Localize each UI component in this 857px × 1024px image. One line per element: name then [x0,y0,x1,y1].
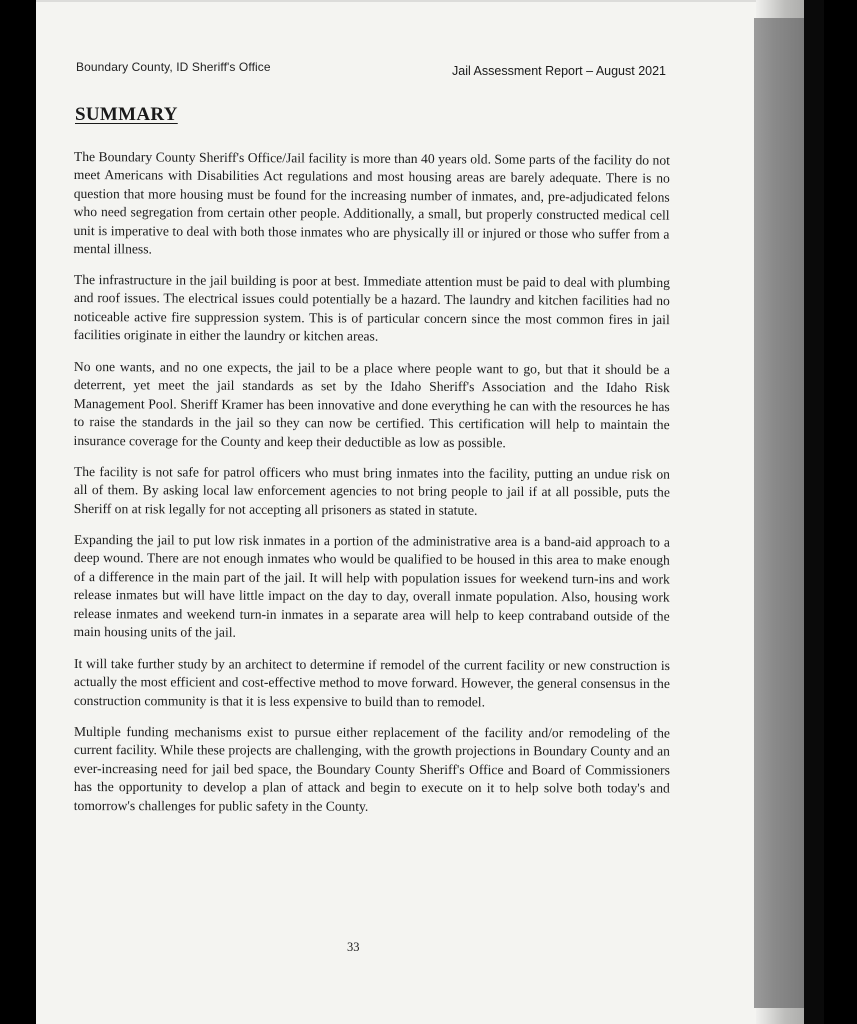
header-organization: Boundary County, ID Sheriff's Office [76,60,271,74]
summary-body [74,148,670,828]
paragraph: It will take further study by an architect to determine if remodel of the current facility or new construction is actually the most efficient and cost-effective method to move forward. However, the general consensus in the construction community is that it is less expensive to build than to remodel. [73,655,670,709]
paragraph: Multiple funding mechanisms exist to pursue either replacement of the facility and/or remodeling of the current facility. While these projects are challenging, with the growth projections in Boundary County and an ever-increasing need for jail bed space, the Boundary County Sheriff's Office and Board of Commissioners has the opportunity to develop a plan of attack and begin to execute on it to help solve both today's and tomorrow's challenges for public safety in the County. [73,723,670,814]
paragraph: Expanding the jail to put low risk inmates in a portion of the administrative area is a band-aid approach to a deep wound. There are not enough inmates who would be qualified to be housed in this area to make enough of a difference in the main part of the jail. It will help with population issues for weekend turn-ins and work release inmates but will have little impact on the day to day, overall inmate population. Also, housing work release inmates and weekend turn-in inmates in a separate area will help to keep contraband outside of the main housing units of the jail. [73,532,670,641]
binder-edge [804,0,824,1024]
page-top-edge [36,0,776,2]
page-number: 33 [347,940,360,954]
paragraph: No one wants, and no one expects, the jail to be a place where people want to go, but that it should be a deterrent, yet meet the jail standards as set by the Idaho Sheriff's Association and the Idaho Risk Management Pool. Sheriff Kramer has been innovative and done everything he can with the resources he has to raise the standards in the jail so they can now be certified. This certification will help to maintain the insurance coverage for the County and keep their deductible as low as possible. [73,359,670,450]
section-title: SUMMARY [75,104,178,125]
binder-spine [754,18,804,1008]
paragraph: The facility is not safe for patrol officers who must bring inmates into the facility, putting an undue risk on all of them. By asking local law enforcement agencies to not bring people to jail if at all possible, puts the Sheriff on at risk legally for not accepting all prisoners as stated in statute. [73,464,670,518]
document-page [36,0,809,1024]
paragraph: The infrastructure in the jail building is poor at best. Immediate attention must be paid to deal with plumbing and roof issues. The electrical issues could potentially be a hazard. The laundry and kitchen facilities had no noticeable active fire suppression system. This is of particular concern since the most common fires in jail facilities originate in either the laundry or kitchen areas. [73,272,670,345]
paragraph: The Boundary County Sheriff's Office/Jail facility is more than 40 years old. Some parts of the facility do not meet Americans with Disabilities Act regulations and most housing areas are barely adequate. There is no question that more housing must be found for the increasing number of inmates, and, pre-adjudicated felons who need segregation from certain other people. Additionally, a small, but properly constructed medical cell unit is imperative to deal with both those inmates who are physically ill or injured or those who suffer from a mental illness. [73,148,670,257]
header-report-title: Jail Assessment Report – August 2021 [452,64,667,78]
